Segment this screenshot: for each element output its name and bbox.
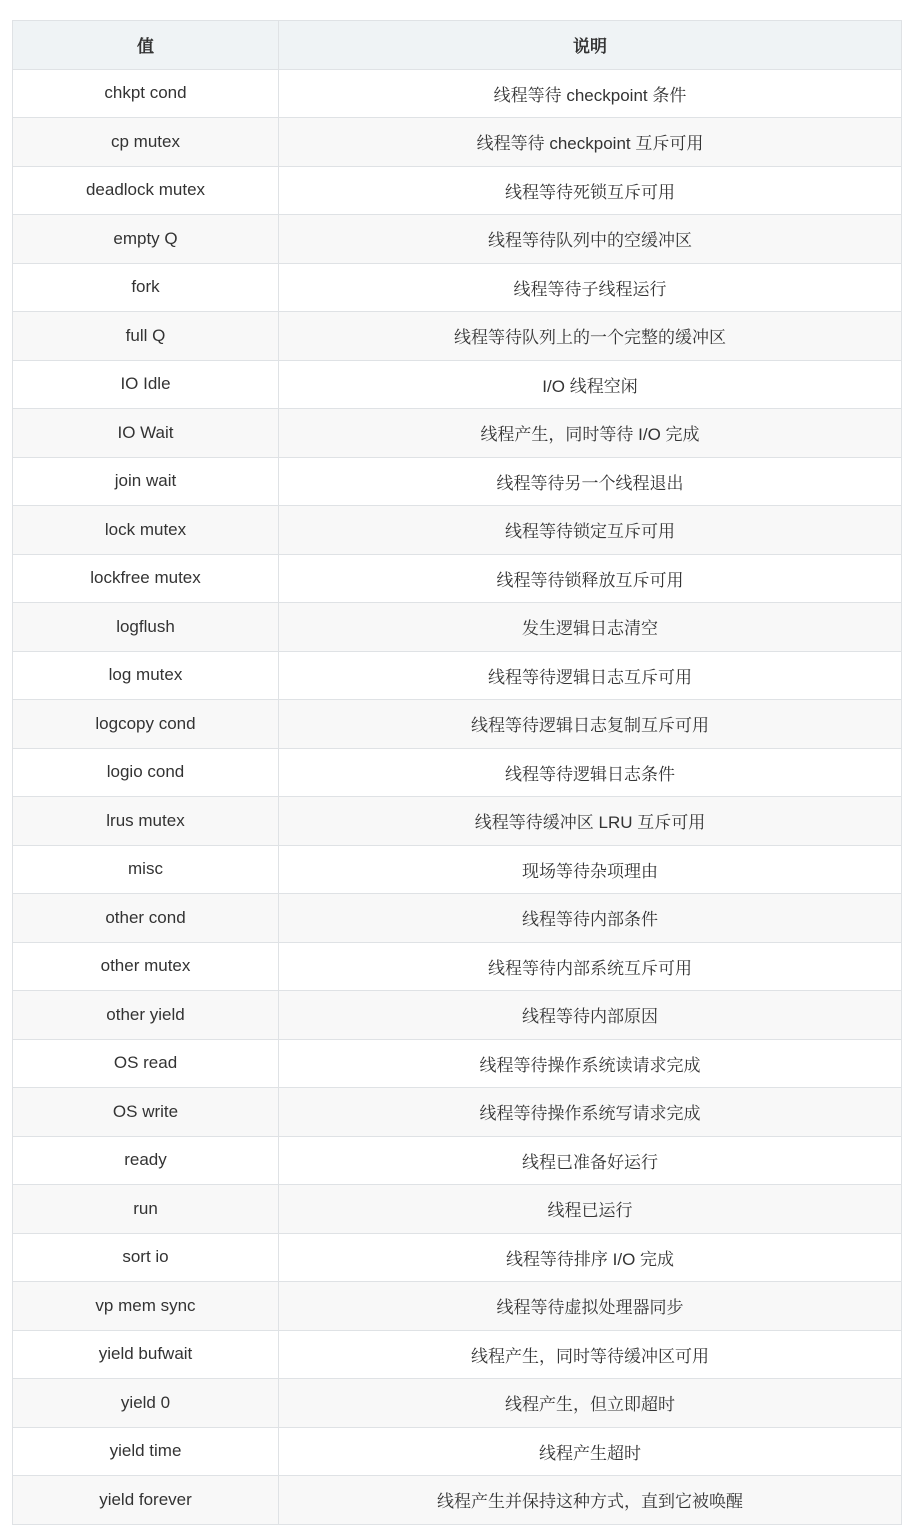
cell-description: 线程等待锁释放互斥可用: [279, 554, 902, 603]
cell-value: logflush: [13, 603, 279, 652]
cell-value: deadlock mutex: [13, 166, 279, 215]
table-row: [13, 894, 902, 943]
header-row: [13, 21, 902, 70]
cell-value: empty Q: [13, 215, 279, 264]
cell-description: 线程等待排序 I/O 完成: [279, 1233, 902, 1282]
table-row: [13, 845, 902, 894]
cell-description: 线程等待队列上的一个完整的缓冲区: [279, 312, 902, 361]
table-row: [13, 1379, 902, 1428]
cell-value: yield bufwait: [13, 1330, 279, 1379]
table-row: [13, 1476, 902, 1525]
cell-description: 线程等待逻辑日志互斥可用: [279, 651, 902, 700]
table-row: [13, 1136, 902, 1185]
cell-description: 线程等待操作系统写请求完成: [279, 1088, 902, 1137]
table-row: [13, 748, 902, 797]
cell-value: OS read: [13, 1039, 279, 1088]
cell-description: 线程等待逻辑日志条件: [279, 748, 902, 797]
cell-value: yield forever: [13, 1476, 279, 1525]
table-row: [13, 457, 902, 506]
table-row: [13, 215, 902, 264]
cell-description: 线程等待内部原因: [279, 991, 902, 1040]
table-body: [13, 69, 902, 1524]
cell-description: 线程产生，但立即超时: [279, 1379, 902, 1428]
table-row: [13, 554, 902, 603]
table-row: [13, 118, 902, 167]
table-row: [13, 700, 902, 749]
cell-value: lrus mutex: [13, 797, 279, 846]
cell-description: 线程已运行: [279, 1185, 902, 1234]
table-container: [12, 20, 901, 1525]
cell-description: 现场等待杂项理由: [279, 845, 902, 894]
cell-description: 线程等待 checkpoint 条件: [279, 69, 902, 118]
cell-description: 线程等待队列中的空缓冲区: [279, 215, 902, 264]
cell-description: 线程等待内部条件: [279, 894, 902, 943]
table-row: [13, 166, 902, 215]
table-row: [13, 991, 902, 1040]
cell-value: chkpt cond: [13, 69, 279, 118]
cell-description: 线程产生，同时等待缓冲区可用: [279, 1330, 902, 1379]
cell-description: 线程等待缓冲区 LRU 互斥可用: [279, 797, 902, 846]
table-row: [13, 1088, 902, 1137]
cell-value: ready: [13, 1136, 279, 1185]
header-description: 说明: [279, 21, 902, 70]
thread-state-table: [12, 20, 902, 1525]
cell-description: 线程等待锁定互斥可用: [279, 506, 902, 555]
cell-value: cp mutex: [13, 118, 279, 167]
cell-description: 线程等待逻辑日志复制互斥可用: [279, 700, 902, 749]
table-row: [13, 1233, 902, 1282]
cell-description: I/O 线程空闲: [279, 360, 902, 409]
cell-value: IO Wait: [13, 409, 279, 458]
table-row: [13, 1427, 902, 1476]
cell-value: join wait: [13, 457, 279, 506]
header-value: 值: [13, 21, 279, 70]
table-row: [13, 1330, 902, 1379]
cell-description: 线程产生并保持这种方式，直到它被唤醒: [279, 1476, 902, 1525]
cell-value: other yield: [13, 991, 279, 1040]
cell-value: yield time: [13, 1427, 279, 1476]
table-row: [13, 1039, 902, 1088]
cell-value: run: [13, 1185, 279, 1234]
cell-description: 线程等待子线程运行: [279, 263, 902, 312]
cell-value: vp mem sync: [13, 1282, 279, 1331]
cell-value: OS write: [13, 1088, 279, 1137]
cell-description: 线程等待内部系统互斥可用: [279, 942, 902, 991]
cell-value: logio cond: [13, 748, 279, 797]
cell-description: 线程等待虚拟处理器同步: [279, 1282, 902, 1331]
cell-value: misc: [13, 845, 279, 894]
cell-value: logcopy cond: [13, 700, 279, 749]
cell-description: 线程等待 checkpoint 互斥可用: [279, 118, 902, 167]
table-row: [13, 1185, 902, 1234]
table-row: [13, 409, 902, 458]
table-header: [13, 21, 902, 70]
table-row: [13, 69, 902, 118]
table-row: [13, 263, 902, 312]
table-row: [13, 360, 902, 409]
table-row: [13, 797, 902, 846]
cell-value: IO Idle: [13, 360, 279, 409]
cell-description: 线程等待另一个线程退出: [279, 457, 902, 506]
table-row: [13, 603, 902, 652]
table-row: [13, 506, 902, 555]
cell-value: yield 0: [13, 1379, 279, 1428]
cell-description: 线程产生超时: [279, 1427, 902, 1476]
cell-value: log mutex: [13, 651, 279, 700]
cell-value: fork: [13, 263, 279, 312]
cell-value: other cond: [13, 894, 279, 943]
cell-description: 线程已准备好运行: [279, 1136, 902, 1185]
cell-value: sort io: [13, 1233, 279, 1282]
cell-description: 发生逻辑日志清空: [279, 603, 902, 652]
cell-value: lockfree mutex: [13, 554, 279, 603]
cell-value: full Q: [13, 312, 279, 361]
cell-value: other mutex: [13, 942, 279, 991]
table-row: [13, 651, 902, 700]
table-row: [13, 942, 902, 991]
table-row: [13, 312, 902, 361]
cell-description: 线程产生，同时等待 I/O 完成: [279, 409, 902, 458]
cell-description: 线程等待死锁互斥可用: [279, 166, 902, 215]
table-row: [13, 1282, 902, 1331]
cell-description: 线程等待操作系统读请求完成: [279, 1039, 902, 1088]
cell-value: lock mutex: [13, 506, 279, 555]
